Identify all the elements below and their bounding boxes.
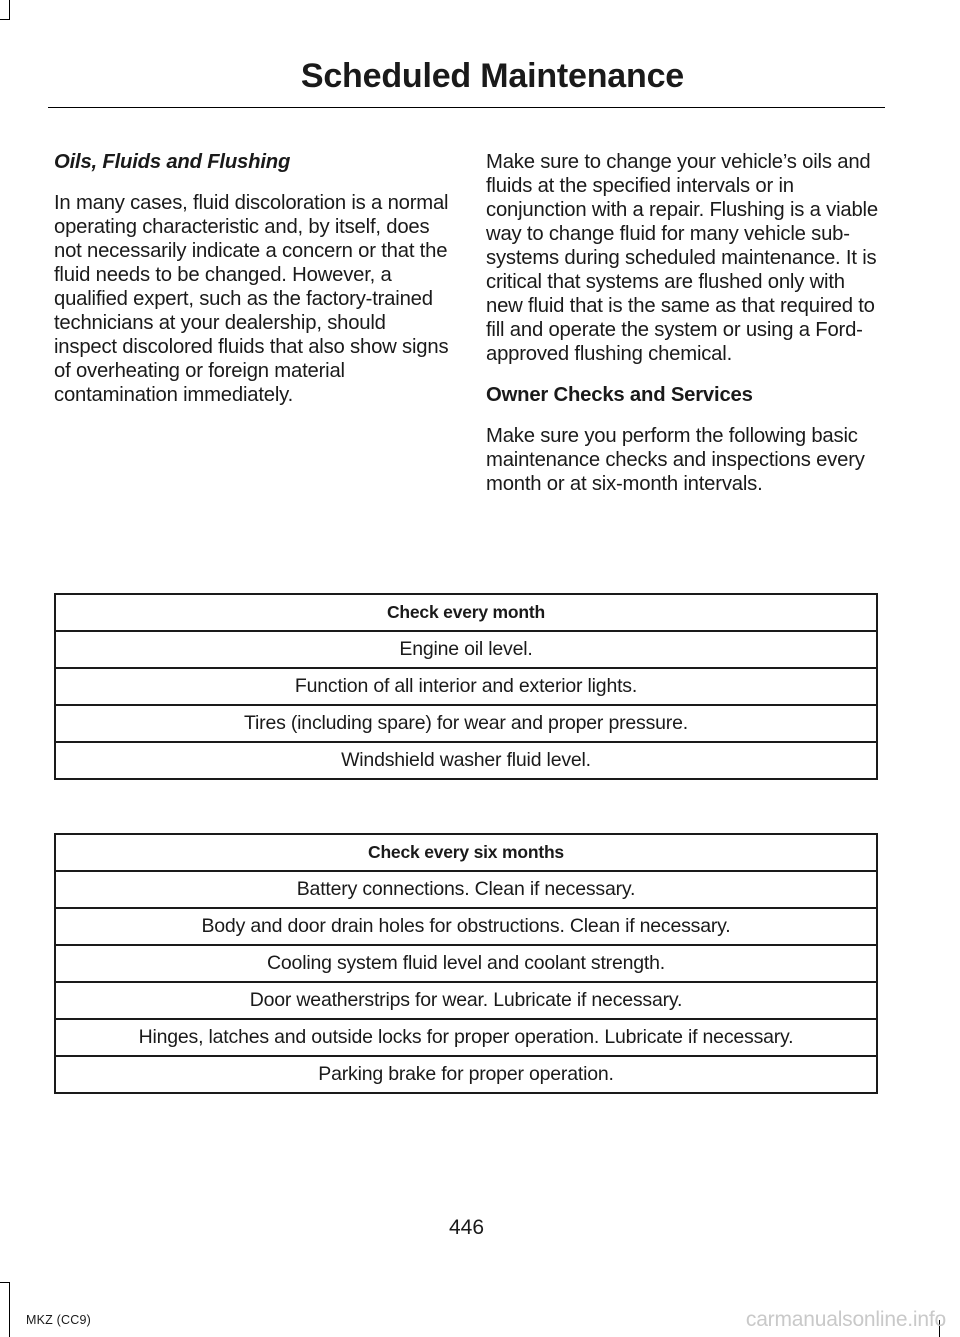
crop-mark-bottom-left-v bbox=[9, 1282, 10, 1337]
table-row: Door weatherstrips for wear. Lubricate if necessary. bbox=[55, 982, 877, 1019]
left-column bbox=[54, 150, 449, 424]
crop-mark-top-left-v bbox=[9, 0, 10, 20]
table-header: Check every six months bbox=[55, 834, 877, 871]
page-number: 446 bbox=[448, 1216, 485, 1239]
table-row: Cooling system fluid level and coolant strength. bbox=[55, 945, 877, 982]
title-divider bbox=[48, 107, 885, 108]
table-row: Function of all interior and exterior lights. bbox=[55, 668, 877, 705]
watermark: carmanualsonline.info bbox=[745, 1308, 946, 1331]
section-heading-owner-checks: Owner Checks and Services bbox=[486, 384, 753, 406]
table-row: Parking brake for proper operation. bbox=[55, 1056, 877, 1093]
model-code: MKZ (CC9) bbox=[26, 1313, 91, 1327]
table-row: Engine oil level. bbox=[55, 631, 877, 668]
paragraph-change-fluids: Make sure to change your vehicle’s oils and fluids at the specified intervals or in conjunction with a repair. Flushing is a viable way to change fluid for many vehicle sub-systems during scheduled maintenance. It is critical that systems are flushed only with new fluid that is the same as that required to fill and operate the system or using a Ford-approved flushing chemical. bbox=[486, 151, 878, 365]
page-title: Scheduled Maintenance bbox=[300, 57, 684, 95]
table-header: Check every month bbox=[55, 594, 877, 631]
crop-mark-top-left-h bbox=[0, 19, 10, 20]
section-heading-oils-fluids: Oils, Fluids and Flushing bbox=[54, 151, 291, 173]
six-month-checks-table bbox=[54, 833, 878, 1094]
right-column bbox=[486, 150, 881, 513]
monthly-checks-table bbox=[54, 593, 878, 780]
table-row: Body and door drain holes for obstructions. Clean if necessary. bbox=[55, 908, 877, 945]
table-row: Tires (including spare) for wear and proper pressure. bbox=[55, 705, 877, 742]
table-row: Windshield washer fluid level. bbox=[55, 742, 877, 779]
crop-mark-bottom-left-h bbox=[0, 1282, 10, 1283]
paragraph-owner-checks: Make sure you perform the following basic maintenance checks and inspections every month or at six-month intervals. bbox=[486, 425, 865, 495]
paragraph-fluid-discoloration: In many cases, fluid discoloration is a normal operating characteristic and, by itself, does not necessarily indicate a concern or that the fluid needs to be changed. However, a qualified expert, such as the factory-trained technicians at your dealership, should inspect discolored fluids that also show signs of overheating or foreign material contamination immediately. bbox=[54, 192, 449, 406]
table-row: Hinges, latches and outside locks for proper operation. Lubricate if necessary. bbox=[55, 1019, 877, 1056]
table-row: Battery connections. Clean if necessary. bbox=[55, 871, 877, 908]
